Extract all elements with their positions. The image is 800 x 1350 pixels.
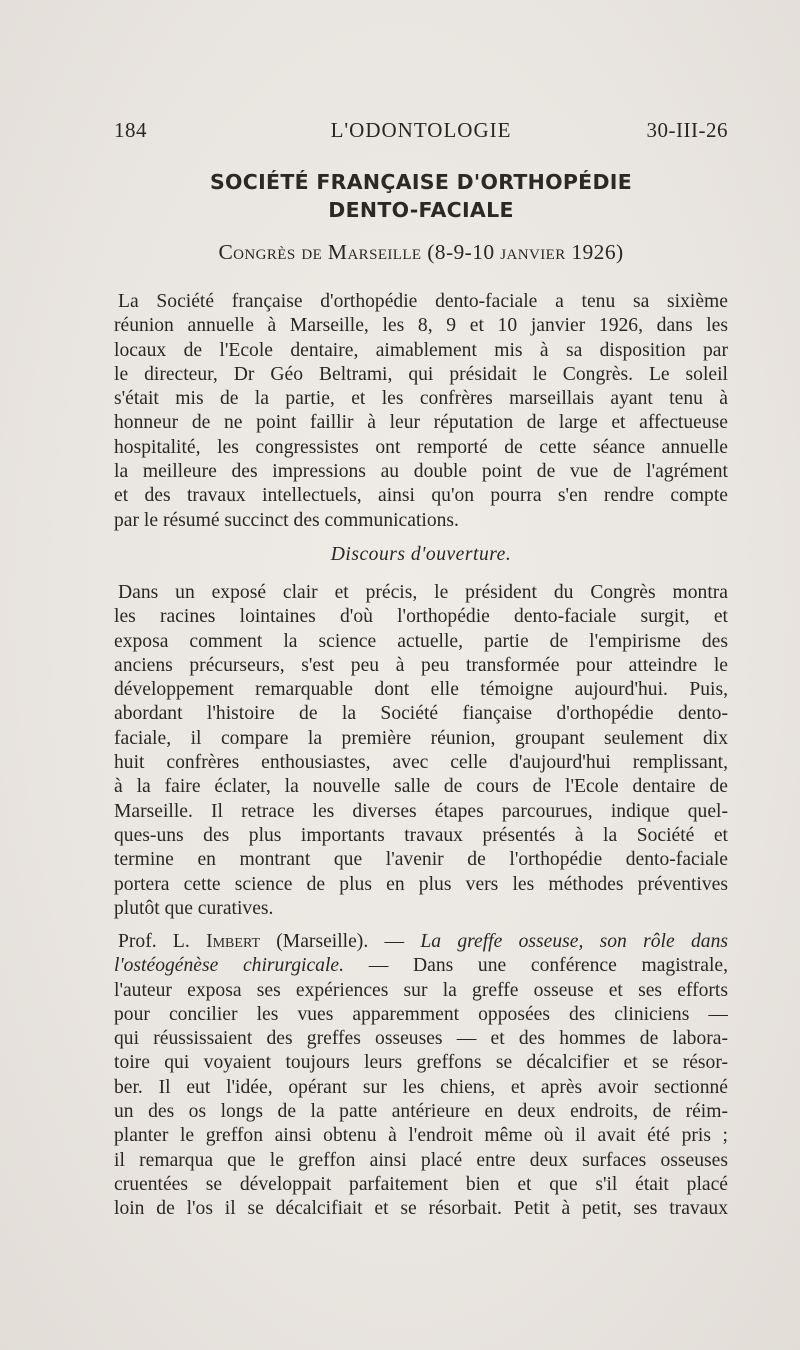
author-suffix: (Marseille). —	[260, 931, 421, 952]
text-line: Marseille. Il retrace les diverses étapes parcourues, indique quel-	[114, 800, 728, 822]
text-line: huit confrères enthousiastes, avec celle d'aujourd'hui remplissant,	[114, 752, 728, 774]
text-line: planter le greffon ainsi obtenu à l'endroit même où il avait été pris ;	[114, 1125, 728, 1147]
author-prefix: Prof. L.	[118, 931, 207, 952]
text-line: et des travaux intellectuels, ainsi qu'on pourra s'en rendre compte	[114, 485, 728, 507]
talk-title-part-1: La greffe osseuse, son rôle dans	[420, 931, 728, 952]
text-line: honneur de ne point faillir à leur réputation de large et affectueuse	[114, 412, 728, 434]
running-head	[114, 118, 728, 146]
text-line: la meilleure des impressions au double point de vue de l'agrément	[114, 461, 728, 483]
issue-date: 30-III-26	[646, 118, 728, 142]
text-line: le directeur, Dr Géo Beltrami, qui présidait le Congrès. Le soleil	[114, 363, 728, 385]
text-line: termine en montrant que l'avenir de l'orthopédie dento-faciale	[114, 849, 728, 871]
text-line	[114, 954, 728, 978]
text-line: loin de l'os il se décalcifiait et se résorbait. Petit à petit, ses travaux	[114, 1198, 728, 1220]
text-line: exposa comment la science actuelle, partie de l'empirisme des	[114, 630, 728, 652]
text-line: développement remarquable dont elle témoigne aujourd'hui. Puis,	[114, 679, 728, 701]
text-line: anciens précurseurs, s'est peu à peu transformée pour atteindre le	[114, 654, 728, 676]
text-line: hospitalité, les congressistes ont remporté de cette séance annuelle	[114, 436, 728, 458]
article-subtitle: Congrès de Marseille (8-9-10 janvier 1926)	[218, 240, 624, 264]
text-line: plutôt que curatives.	[114, 897, 274, 919]
article-title-line-1: SOCIÉTÉ FRANÇAISE D'ORTHOPÉDIE	[209, 170, 633, 194]
text-line: abordant l'histoire de la Société fiançaise d'orthopédie dento-	[114, 703, 728, 725]
page-number: 184	[114, 118, 147, 142]
paragraph-intro	[114, 290, 728, 533]
text-line: faciale, il compare la première réunion, groupant seulement dix	[114, 727, 728, 749]
text-fragment: — Dans une conférence magistrale,	[344, 955, 728, 977]
text-line: par le résumé succinct des communications.	[114, 509, 459, 531]
text-line: portera cette science de plus en plus vers les méthodes préventives	[114, 873, 728, 895]
text-line: cruentées se développait parfaitement bien et que s'il était placé	[114, 1173, 728, 1195]
paragraph-discours	[114, 581, 728, 921]
text-line: l'auteur exposa ses expériences sur la greffe osseuse et ses efforts	[114, 979, 728, 1001]
article-title	[114, 168, 728, 224]
author-name: Imbert	[206, 931, 260, 952]
text-line: La Société française d'orthopédie dento-faciale a tenu sa sixième	[118, 291, 728, 312]
text-line: les racines lointaines d'où l'orthopédie dento-faciale surgit, et	[114, 606, 728, 628]
paragraph-imbert	[114, 930, 728, 1222]
section-heading: Discours d'ouverture.	[330, 544, 512, 565]
text-line: toire qui voyaient toujours leurs greffons se décalcifier et se résor-	[114, 1052, 728, 1074]
text-line: s'était mis de la partie, et les confrères marseillais ayant tenu à	[114, 388, 728, 410]
text-line: ques-uns des plus importants travaux présentés à la Société et	[114, 824, 728, 846]
text-line: ber. Il eut l'idée, opérant sur les chiens, et après avoir sectionné	[114, 1076, 728, 1098]
text-line: à la faire éclater, la nouvelle salle de cours de l'Ecole dentaire de	[114, 776, 728, 798]
text-line	[114, 930, 728, 954]
text-line: pour concilier les vues apparemment opposées des cliniciens —	[114, 1003, 728, 1025]
talk-title-part-2: l'ostéogénèse chirurgicale.	[114, 955, 345, 977]
text-line: un des os longs de la patte antérieure en deux endroits, de réim-	[114, 1101, 728, 1123]
text-line: Dans un exposé clair et précis, le président du Congrès montra	[118, 582, 728, 603]
text-line: locaux de l'Ecole dentaire, aimablement mis à sa disposition par	[114, 339, 728, 361]
text-line: il remarqua que le greffon ainsi placé entre deux surfaces osseuses	[114, 1149, 728, 1171]
journal-title: L'ODONTOLOGIE	[330, 118, 512, 142]
article-title-line-2: DENTO-FACIALE	[328, 198, 514, 222]
text-line: qui réussissaient des greffes osseuses — et des hommes de labora-	[114, 1028, 728, 1050]
text-line: réunion annuelle à Marseille, les 8, 9 et 10 janvier 1926, dans les	[114, 315, 728, 337]
